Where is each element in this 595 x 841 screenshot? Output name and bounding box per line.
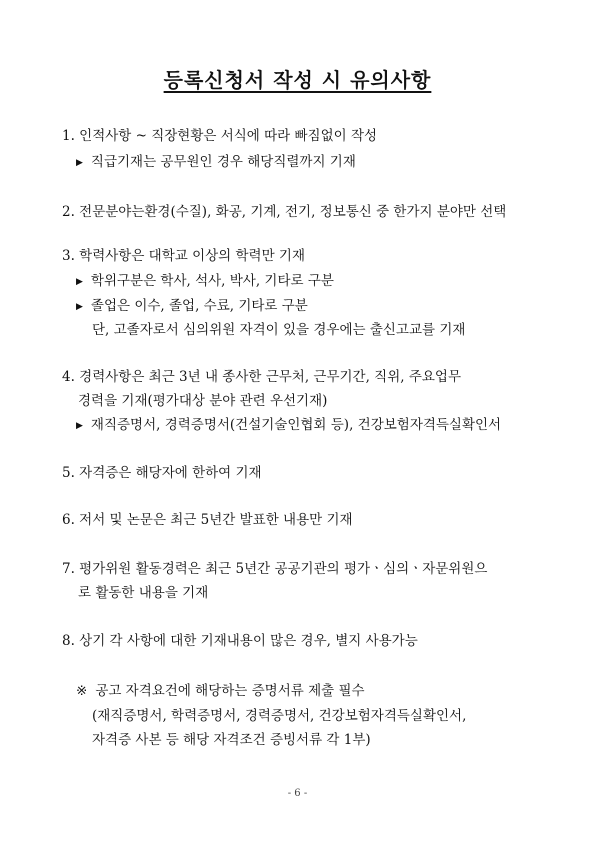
item-3: 3. 학력사항은 대학교 이상의 학력만 기재 xyxy=(62,248,305,264)
page-title: 등록신청서 작성 시 유의사항 xyxy=(163,68,432,92)
reference-mark-icon: ※ xyxy=(76,683,88,699)
page-number: - 6 - xyxy=(287,788,308,799)
notice-line-1 xyxy=(76,683,365,699)
item-7-cont: 로 활동한 내용을 기재 xyxy=(78,585,209,601)
notice-line-2: (재직증명서, 학력증명서, 경력증명서, 건강보험자격득실확인서, xyxy=(92,708,467,724)
item-7: 7. 평가위원 활동경력은 최근 5년간 공공기관의 평가ㆍ심의ㆍ자문위원으 xyxy=(62,561,488,577)
item-4-sub-1 xyxy=(76,417,501,434)
item-6: 6. 저서 및 논문은 최근 5년간 발표한 내용만 기재 xyxy=(62,512,353,528)
notice-line-3: 자격증 사본 등 해당 자격조건 증빙서류 각 1부) xyxy=(92,732,371,748)
notice-text: 공고 자격요건에 해당하는 증명서류 제출 필수 xyxy=(95,683,365,699)
item-5: 5. 자격증은 해당자에 한하여 기재 xyxy=(62,465,262,481)
item-3-sub-2-text: 졸업은 이수, 졸업, 수료, 기타로 구분 xyxy=(90,298,308,314)
item-4-sub-1-text: 재직증명서, 경력증명서(건설기술인협회 등), 건강보험자격득실확인서 xyxy=(90,417,502,433)
item-3-sub-1-text: 학위구분은 학사, 석사, 박사, 기타로 구분 xyxy=(90,273,334,289)
item-1-sub-1 xyxy=(76,154,356,171)
triangle-right-icon: ▶ xyxy=(76,277,83,287)
triangle-right-icon: ▶ xyxy=(76,158,83,168)
item-1: 1. 인적사항 ~ 직장현황은 서식에 따라 빠짐없이 작성 xyxy=(62,128,378,144)
item-2: 2. 전문분야는환경(수질), 화공, 기계, 전기, 정보통신 중 한가지 분야만 선택 xyxy=(62,204,507,220)
item-1-sub-1-text: 직급기재는 공무원인 경우 해당직렬까지 기재 xyxy=(90,154,356,170)
item-3-sub-2 xyxy=(76,298,308,315)
item-8: 8. 상기 각 사항에 대한 기재내용이 많은 경우, 별지 사용가능 xyxy=(62,633,418,649)
item-4-cont: 경력을 기재(평가대상 분야 관련 우선기재) xyxy=(78,393,328,409)
item-3-sub-1 xyxy=(76,273,334,290)
item-3-note: 단, 고졸자로서 심의위원 자격이 있을 경우에는 출신고교를 기재 xyxy=(92,322,466,338)
triangle-right-icon: ▶ xyxy=(76,302,83,312)
item-4: 4. 경력사항은 최근 3년 내 종사한 근무처, 근무기간, 직위, 주요업무 xyxy=(62,369,461,385)
triangle-right-icon: ▶ xyxy=(76,421,83,431)
